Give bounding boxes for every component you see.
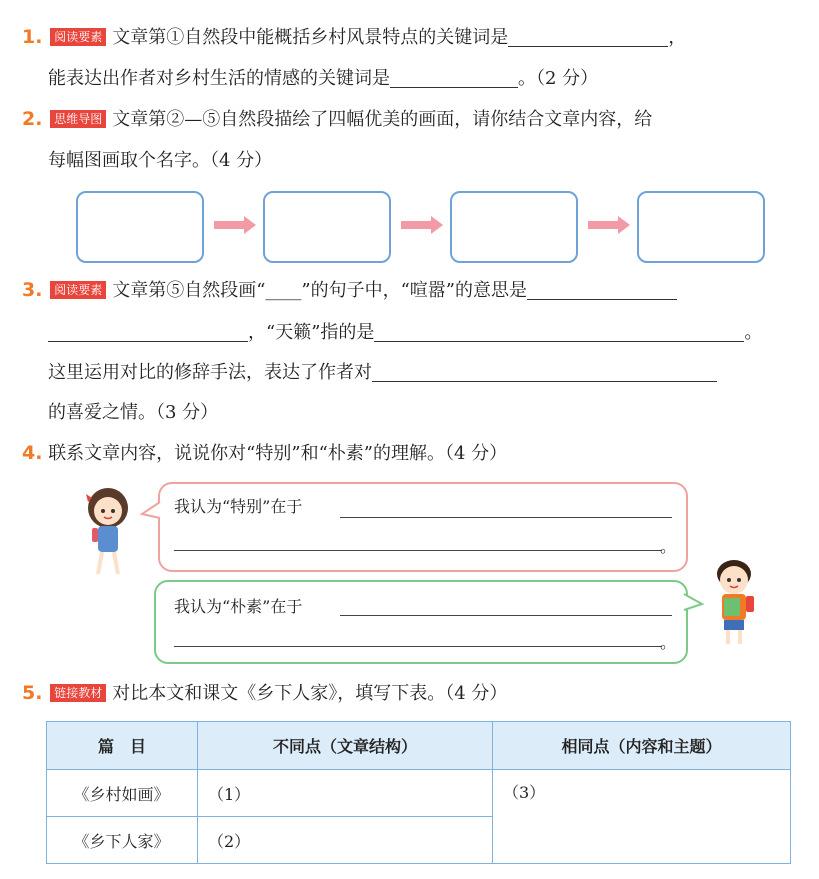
q3-text-3: 这里运用对比的修辞手法，表达了作者对: [48, 362, 372, 383]
speech-bubble-pusu: [154, 580, 688, 664]
q1-line1: [22, 24, 686, 51]
q3-line1: [22, 277, 677, 304]
bubble2-answer-line-2[interactable]: [174, 646, 662, 647]
bubble2-period: 。: [659, 633, 676, 652]
boy-illustration-icon: [706, 556, 762, 648]
q1-comma: ，: [668, 27, 687, 48]
q5-number: 5.: [22, 682, 43, 704]
table-header-title: 篇 目: [47, 722, 198, 770]
q3-answer-blank-4[interactable]: [372, 361, 717, 382]
q2-answer-box-2[interactable]: [263, 191, 391, 263]
q1-line2: [48, 66, 598, 92]
row2-title: 《乡下人家》: [47, 817, 198, 864]
bubble1-text: 我认为“特别”在于: [174, 497, 303, 516]
q2-tag: 思维导图: [50, 110, 106, 128]
q3-line4: [48, 400, 218, 426]
q2-answer-box-3[interactable]: [450, 191, 578, 263]
q3-line3: [48, 360, 717, 386]
q2-line1: [22, 106, 652, 133]
q3-number: 3.: [22, 279, 43, 301]
q4-line1: [22, 440, 507, 467]
q1-score: 。（2 分）: [518, 68, 599, 89]
table-header-row: [47, 722, 791, 770]
q3-answer-blank-1[interactable]: [527, 279, 677, 300]
q2-arrow-1: [214, 221, 244, 229]
table-header-diff: 不同点（文章结构）: [198, 722, 493, 770]
q1-answer-blank-1[interactable]: [508, 26, 668, 47]
q5-text: 对比本文和课文《乡下人家》，填写下表。（4 分）: [112, 683, 508, 704]
q5-tag: 链接教材: [50, 684, 106, 702]
comparison-table: [46, 721, 791, 864]
bubble2-tail-icon: [682, 592, 704, 612]
q3-period: 。: [744, 322, 763, 343]
q3-text-4: 的喜爱之情。（3 分）: [48, 402, 219, 423]
q2-arrow-3: [588, 221, 618, 229]
q1-text-1: 文章第①自然段中能概括乡村风景特点的关键词是: [112, 27, 509, 48]
q1-number: 1.: [22, 26, 43, 48]
row1-title: 《乡村如画》: [47, 770, 198, 817]
table-row: [47, 770, 791, 817]
q3-line2: [48, 320, 762, 346]
q2-text-1: 文章第②—⑤自然段描绘了四幅优美的画面，请你结合文章内容，给: [112, 109, 653, 130]
bubble1-answer-line-1[interactable]: [340, 517, 672, 518]
row1-diff-cell[interactable]: （1）: [198, 770, 493, 817]
bubble1-tail-icon: [140, 500, 162, 520]
table-header-same: 相同点（内容和主题）: [493, 722, 791, 770]
speech-bubble-tebie: [158, 482, 688, 572]
q2-text-2: 每幅图画取个名字。（4 分）: [48, 150, 273, 171]
q1-tag: 阅读要素: [50, 28, 106, 46]
q3-text-2: ，“天籁”指的是: [248, 322, 375, 343]
bubble2-answer-line-1[interactable]: [340, 615, 672, 616]
row2-diff-cell[interactable]: （2）: [198, 817, 493, 864]
q4-text: 联系文章内容，说说你对“特别”和“朴素”的理解。（4 分）: [48, 443, 508, 464]
q5-line1: [22, 680, 507, 707]
q1-text-2: 能表达出作者对乡村生活的情感的关键词是: [48, 68, 390, 89]
q3-tag: 阅读要素: [50, 281, 106, 299]
q2-answer-box-4[interactable]: [637, 191, 765, 263]
same-cell[interactable]: （3）: [493, 770, 791, 864]
q2-number: 2.: [22, 108, 43, 130]
girl-illustration-icon: [78, 484, 140, 580]
q2-line2: [48, 148, 272, 174]
q1-answer-blank-2[interactable]: [390, 67, 518, 88]
q4-number: 4.: [22, 442, 43, 464]
q3-answer-blank-2[interactable]: [48, 321, 248, 342]
bubble1-answer-line-2[interactable]: [174, 550, 662, 551]
bubble2-text: 我认为“朴素”在于: [174, 597, 303, 616]
q3-answer-blank-3[interactable]: [374, 321, 744, 342]
q2-answer-box-1[interactable]: [76, 191, 204, 263]
bubble1-period: 。: [659, 537, 676, 556]
q3-text-1: 文章第⑤自然段画“____”的句子中，“喧嚣”的意思是: [112, 280, 528, 301]
q2-arrow-2: [401, 221, 431, 229]
